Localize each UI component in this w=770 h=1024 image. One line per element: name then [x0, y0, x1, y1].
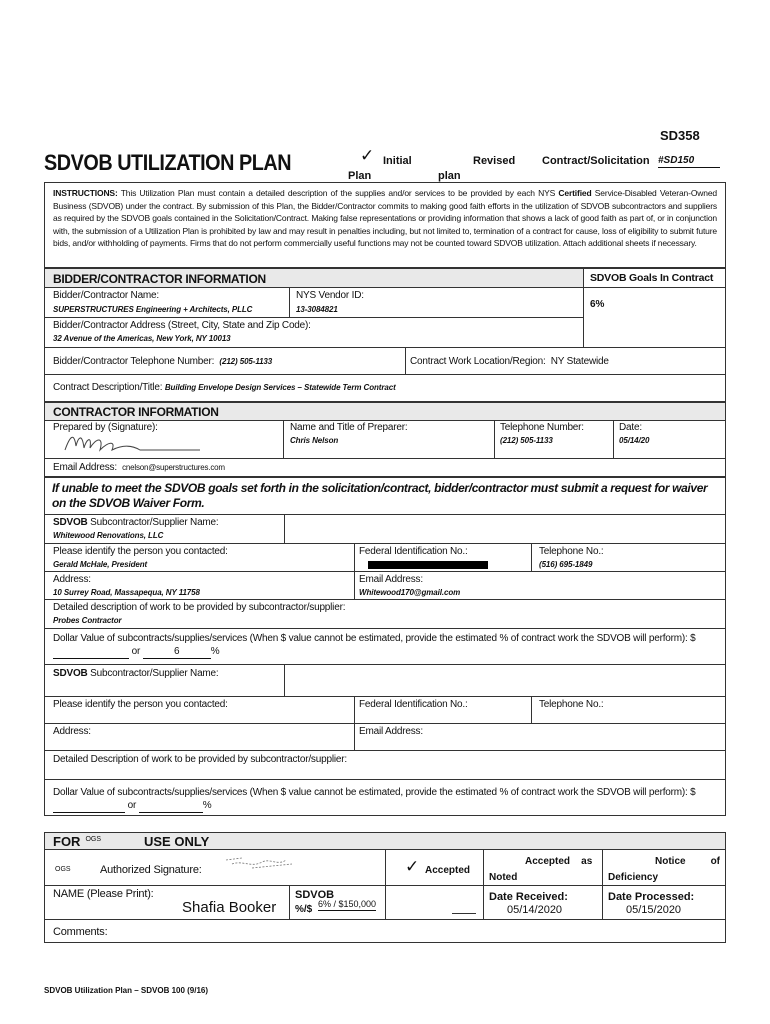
date-value[interactable]: 05/14/20 [619, 436, 650, 445]
comments-label: Comments: [53, 926, 108, 938]
instructions-box [44, 182, 726, 268]
bidder-section-title: BIDDER/CONTRACTOR INFORMATION [53, 272, 266, 286]
bidder-name-value[interactable]: SUPERSTRUCTURES Engineering + Architects, PLLC [53, 305, 253, 314]
date-processed-label: Date Processed: [608, 891, 695, 903]
bidder-phone-label: Bidder/Contractor Telephone Number: (212) 505-1133 [53, 356, 273, 367]
ogs-small-label: OGS [55, 866, 71, 873]
work-region-label: Contract Work Location/Region: NY Statewide [410, 356, 609, 367]
sub1-email-value[interactable]: Whitewood170@gmail.com [359, 588, 461, 597]
sdvob-percent-unit: %/$ [295, 904, 313, 915]
sdvob-goals-value[interactable]: 6% [590, 299, 605, 310]
sub2-percent-field[interactable] [139, 799, 203, 813]
name-title-value[interactable]: Chris Nelson [290, 436, 339, 445]
ogs-use-only-label: USE ONLY [144, 834, 210, 849]
sub1-address-value[interactable]: 10 Surrey Road, Massapequa, NY 11758 [53, 588, 200, 597]
bidder-name-label: Bidder/Contractor Name: [53, 290, 160, 301]
contract-desc-value[interactable]: Building Envelope Design Services – Statewide Term Contract [164, 383, 396, 392]
accepted-label: Accepted [425, 865, 471, 876]
name-title-label: Name and Title of Preparer: [290, 422, 408, 433]
sub1-fed-id-redacted [368, 561, 488, 569]
accepted-as-noted-label: Accepted as [525, 856, 593, 867]
date-label: Date: [619, 422, 642, 433]
sub2-phone-label: Telephone No.: [539, 699, 604, 710]
instructions-label: INSTRUCTIONS: [53, 188, 118, 198]
contract-solicitation-value[interactable]: #SD150 [658, 155, 720, 168]
sdvob-goals-title: SDVOB Goals In Contract [590, 272, 714, 284]
instructions-text-1: This Utilization Plan must contain a detailed description of the supplies and/or services to be provided by each NYS [117, 188, 559, 198]
revised-plan-label-2: plan [438, 170, 461, 182]
bidder-address-label: Bidder/Contractor Address (Street, City, State and Zip Code): [53, 320, 311, 331]
sub2-fed-id-label: Federal Identification No.: [359, 699, 468, 710]
sub2-address-label: Address: [53, 726, 91, 737]
sub1-phone-label: Telephone No.: [539, 546, 604, 557]
sub2-dollar-label: Dollar Value of subcontracts/supplies/services (When $ value cannot be estimated, provide the estimated % of contract work the SDVOB will perform): $ or % [53, 787, 696, 811]
name-print-value[interactable]: Shafia Booker [182, 899, 277, 916]
contractor-email-label: Email Address: cnelson@superstructures.com [53, 462, 225, 473]
date-received-value[interactable]: 05/14/2020 [507, 904, 563, 916]
form-code: SD358 [660, 128, 700, 143]
work-region-value[interactable]: NY Statewide [550, 356, 609, 367]
page-title: SDVOB UTILIZATION PLAN [44, 150, 292, 175]
sdvob-percent-label: SDVOB [295, 889, 335, 901]
sub1-work-label: Detailed description of work to be provided by subcontractor/supplier: [53, 602, 346, 613]
instructions-text-2: Service-Disabled Veteran-Owned Business (SDVOB) under the contract. By submission of this Plan, the Bidder/Contractor commits to making good faith efforts in the utilization of SDVOB subcontractors and suppliers as required by the SDVOB goals contained in the Solicitation/Contract. Making false representations or providing information that shows a lack of good faith as part of, or in conjunction with, the submission of a Utilization Plan is prohibited by law and may result in penalties including, but not limited to, termination of a contract for cause, loss of eligibility to submit future bids, and/or withholding of payments. Firms that do not perform commercially useful functions may not be counted toward SDVOB utilization. Attach additional sheets if necessary. [53, 188, 717, 248]
authorized-signature-icon [222, 854, 302, 874]
sub1-email-label: Email Address: [359, 574, 423, 585]
initial-plan-label-2: Plan [348, 170, 372, 182]
sub1-dollar-field[interactable] [53, 645, 129, 659]
sub2-name-label: SDVOB Subcontractor/Supplier Name: [53, 668, 219, 679]
sdvob-percent-value[interactable]: 6% / $150,000 [318, 899, 377, 909]
contractor-email-value[interactable]: cnelson@superstructures.com [122, 463, 225, 472]
revised-plan-label: Revised [473, 155, 516, 167]
date-received-label: Date Received: [489, 891, 568, 903]
sub2-email-label: Email Address: [359, 726, 423, 737]
notice-of-deficiency-label-2: Deficiency [608, 872, 659, 883]
sub1-fed-id-label: Federal Identification No.: [359, 546, 468, 557]
vendor-id-label: NYS Vendor ID: [296, 290, 364, 301]
initial-plan-label: Initial [383, 155, 412, 167]
sub2-contact-label: Please identify the person you contacted: [53, 699, 228, 710]
sub1-address-label: Address: [53, 574, 91, 585]
vendor-id-value[interactable]: 13-3084821 [296, 305, 338, 314]
authorized-signature-label: Authorized Signature: [100, 864, 202, 876]
date-processed-value[interactable]: 05/15/2020 [626, 904, 682, 916]
sub1-phone-value[interactable]: (516) 695-1849 [539, 560, 593, 569]
preparer-signature-icon [60, 428, 210, 456]
footer-form-id: SDVOB Utilization Plan – SDVOB 100 (9/16) [44, 986, 209, 995]
name-print-label: NAME (Please Print): [53, 888, 154, 900]
sub1-work-value[interactable]: Probes Contractor [53, 616, 122, 625]
contract-solicitation-label: Contract/Solicitation [542, 155, 650, 167]
sub1-name-value[interactable]: Whitewood Renovations, LLC [53, 531, 164, 540]
sub1-contact-label: Please identify the person you contacted: [53, 546, 228, 557]
instructions-certified: Certified [558, 188, 592, 198]
prepared-by-label: Prepared by (Signature): [53, 422, 158, 433]
bidder-phone-value[interactable]: (212) 505-1133 [219, 357, 273, 366]
contractor-section-title: CONTRACTOR INFORMATION [53, 405, 219, 419]
sub2-work-label: Detailed Description of work to be provided by subcontractor/supplier: [53, 754, 347, 765]
contract-desc-label: Contract Description/Title: Building Envelope Design Services – Statewide Term Contract [53, 382, 396, 393]
sub1-percent-field[interactable]: 6 [143, 645, 211, 659]
bidder-address-value[interactable]: 32 Avenue of the Americas, New York, NY 10013 [53, 334, 231, 343]
waiver-notice: If unable to meet the SDVOB goals set forth in the solicitation/contract, bidder/contractor must submit a request for waiver on the SDVOB Waiver Form. [52, 481, 708, 510]
sub1-contact-value[interactable]: Gerald McHale, President [53, 560, 148, 569]
contractor-phone-value[interactable]: (212) 505-1133 [500, 436, 553, 445]
sub2-dollar-field[interactable] [53, 799, 125, 813]
sub1-name-label: SDVOB Subcontractor/Supplier Name: [53, 517, 219, 528]
accepted-check-icon[interactable]: ✓ [405, 857, 420, 876]
ogs-for-label: FOR $^{OGS}$ [53, 834, 102, 849]
accepted-as-noted-label-2: Noted [489, 872, 518, 883]
initial-plan-check-icon[interactable]: ✓ [360, 146, 375, 165]
notice-of-deficiency-label: Notice of [655, 856, 721, 867]
contractor-phone-label: Telephone Number: [500, 422, 584, 433]
sub1-dollar-label: Dollar Value of subcontracts/supplies/services (When $ value cannot be estimated, provide the estimated % of contract work the SDVOB will perform): $ or 6 % [53, 633, 696, 657]
